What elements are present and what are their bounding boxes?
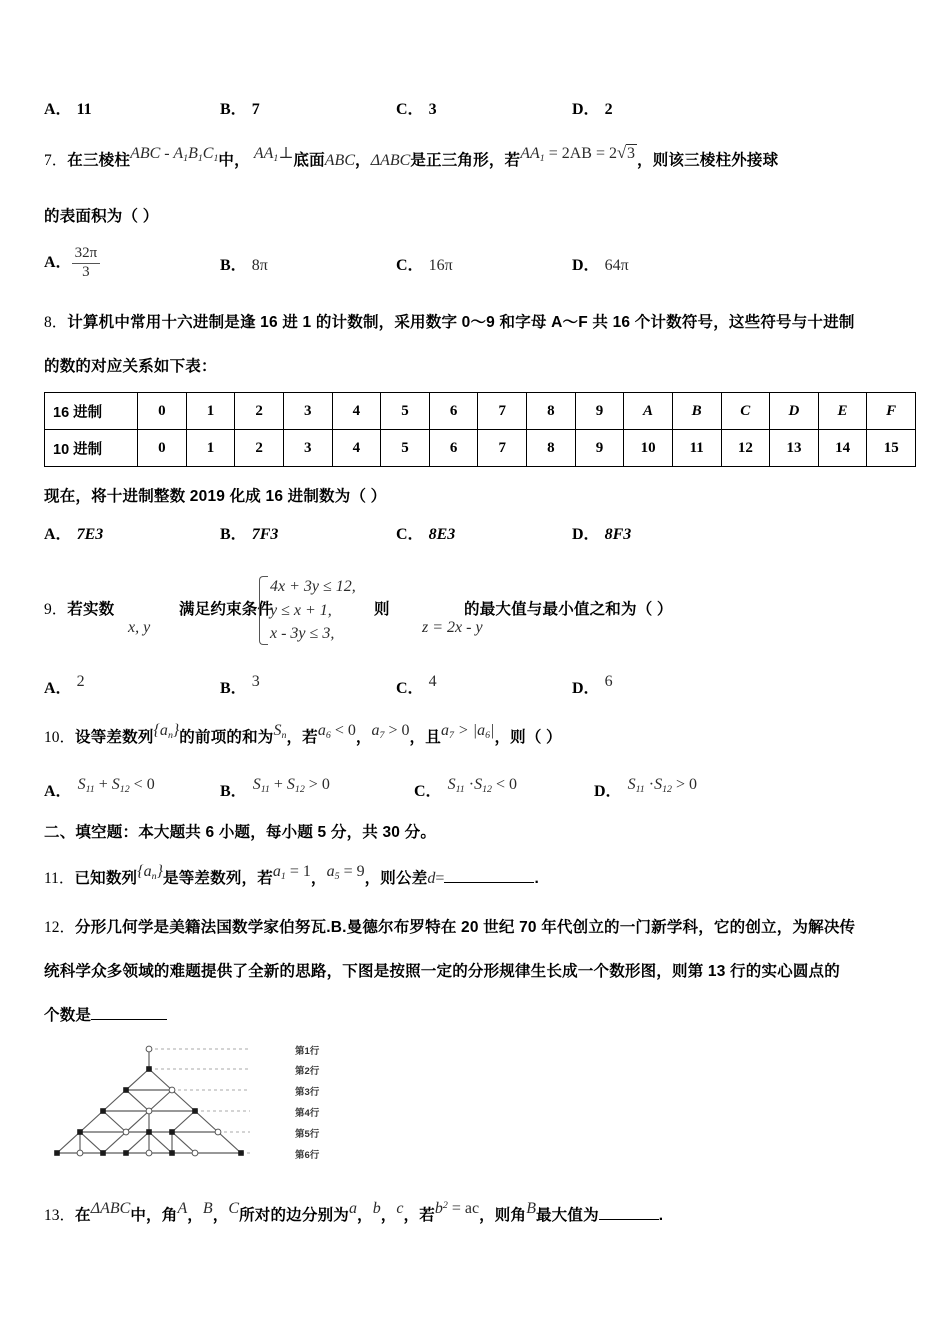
q8-stem-line2: 的数的对应关系如下表：	[44, 358, 217, 375]
q10-comma-2: ，且	[409, 729, 441, 746]
q9-objective-wrap	[422, 619, 483, 637]
hex-decimal-table	[44, 392, 916, 467]
q10-option-c-label: C．	[414, 782, 442, 800]
q6-option-a-value: 11	[76, 101, 92, 118]
q10-option-a-value: $S_{11} + S_{12} < 0$	[77, 775, 155, 795]
dec-cell-9: 9	[575, 430, 624, 467]
q9-variables-wrap	[128, 619, 150, 637]
q10-option-d-value: $S_{11} \cdot S_{12} > 0$	[627, 775, 697, 795]
hex-cell-c: C	[721, 393, 770, 430]
q10-sequence: $\{a_n\}$	[153, 722, 180, 741]
page-content	[44, 0, 916, 1225]
q13-text-6: 最大值为	[535, 1206, 599, 1224]
q10-option-d[interactable]	[594, 775, 697, 802]
q8-option-b[interactable]	[220, 521, 278, 544]
hex-cell-1: 1	[186, 393, 235, 430]
q8-option-d-value: 8F3	[604, 526, 632, 543]
q7-text-5: 则该三棱柱外接球	[652, 152, 779, 169]
q9-option-d-value: 6	[604, 673, 613, 690]
q8-after-table: 现在，将十进制整数 2019 化成 16 进制数为（ ）	[44, 488, 387, 505]
q7-option-c-label: C．	[396, 257, 424, 274]
q9-option-c[interactable]	[396, 675, 437, 698]
q12-stem-line1	[44, 915, 916, 937]
dec-cell-11: 11	[672, 430, 721, 467]
q9-option-b-value: 3	[251, 673, 260, 690]
q10-stem	[44, 722, 916, 748]
q11-sequence: $\{a_n\}$	[137, 862, 164, 882]
question-10	[44, 722, 916, 806]
q13-comma-4: ，	[380, 1206, 397, 1224]
dec-cell-14: 14	[818, 430, 867, 467]
row-label-1: 第1行	[295, 1045, 320, 1057]
q7-option-b[interactable]	[220, 252, 268, 275]
hex-cell-a: A	[624, 393, 673, 430]
q10-option-a[interactable]	[44, 775, 155, 802]
section-2-heading: 二、填空题：本大题共 6 小题，每小题 5 分，共 30 分。	[44, 823, 437, 841]
dec-cell-7: 7	[478, 430, 527, 467]
q7-prism: ABC - $A_1B_1C_1$	[130, 145, 219, 164]
q10-sn: $S_n$	[273, 722, 287, 741]
q8-option-a-value: 7E3	[76, 526, 104, 543]
q9-option-c-label: C．	[396, 680, 424, 697]
q10-option-b-label: B．	[220, 782, 247, 800]
q11-comma: ，	[310, 869, 327, 887]
q10-option-c-value: $S_{11} \cdot S_{12} < 0$	[447, 775, 517, 795]
dec-cell-0: 0	[138, 430, 187, 467]
hex-cell-2: 2	[235, 393, 284, 430]
q12-number: 12．	[44, 918, 76, 936]
question-7	[44, 145, 916, 288]
q7-option-b-value: 8π	[251, 257, 268, 274]
q13-text-4: ，若	[403, 1206, 435, 1224]
q10-text-1: 设等差数列	[75, 729, 154, 746]
q7-stem-line2: 的表面积为（ ）	[44, 208, 159, 225]
q8-number: 8．	[44, 314, 68, 331]
q6-option-c[interactable]	[396, 96, 437, 119]
q12-answer-blank[interactable]	[91, 1019, 167, 1020]
q11-a1: $a_1 = 1$	[272, 862, 311, 882]
q7-perp-symbol: ⊥	[278, 145, 294, 162]
q8-option-c-label: C．	[396, 526, 424, 543]
row-label-4: 第4行	[295, 1107, 320, 1119]
q7-stem-line1	[44, 145, 916, 182]
q9-constraint-3: x - 3y ≤ 3,	[270, 625, 335, 643]
q11-text-2: 是等差数列，若	[163, 869, 273, 887]
q10-option-d-label: D．	[594, 782, 622, 800]
q9-option-c-value: 4	[428, 673, 437, 690]
hex-cell-9: 9	[575, 393, 624, 430]
hex-cell-6: 6	[429, 393, 478, 430]
q9-stem	[44, 597, 114, 619]
q11-a5: $a_5 = 9$	[326, 862, 365, 882]
row-label-5: 第5行	[295, 1128, 320, 1140]
dec-cell-15: 15	[867, 430, 916, 467]
q10-option-b[interactable]	[220, 775, 330, 802]
dec-cell-10: 10	[624, 430, 673, 467]
q12-text-line1: 分形几何学是美籍法国数学家伯努瓦.B.曼德尔布罗特在 20 世纪 70 年代创立的一门新学科，它的创立，为解决传	[75, 918, 856, 936]
table-row-hex	[45, 393, 916, 430]
q8-option-b-label: B．	[220, 526, 247, 543]
q9-option-a-label: A．	[44, 680, 72, 697]
q10-text-2: 的前项的和为	[179, 729, 274, 746]
q7-option-a[interactable]	[44, 246, 100, 281]
q10-option-c[interactable]	[414, 775, 517, 802]
q7-option-a-value: $\frac{32\pi}{3}$	[72, 246, 101, 281]
q13-answer-blank[interactable]	[599, 1219, 659, 1220]
q9-text-1: 若实数	[67, 601, 115, 618]
q7-option-a-label: A．	[44, 253, 72, 271]
q11-equals: =	[435, 869, 445, 887]
dec-cell-13: 13	[770, 430, 819, 467]
q8-stem-line1	[44, 310, 916, 332]
q7-option-d[interactable]	[572, 252, 629, 275]
question-8	[44, 310, 916, 551]
q13-text-2: 中，角	[130, 1206, 178, 1224]
q9-constraint-1: 4x + 3y ≤ 12,	[270, 578, 356, 595]
hex-cell-4: 4	[332, 393, 381, 430]
q10-options-row	[44, 772, 916, 806]
hex-row-header: 16 进制	[45, 393, 138, 430]
q8-option-b-value: 7F3	[251, 526, 279, 543]
q13-angle-b: B	[202, 1199, 213, 1217]
q8-option-d-label: D．	[572, 526, 600, 543]
q12-stem-line2: 统科学众多领域的难题提供了全新的思路，下图是按照一定的分形规律生长成一个数形图，则第 13 行的实心圆点的	[44, 962, 840, 980]
q6-option-d-label: D．	[572, 101, 600, 118]
q10-text-4: ，则（ ）	[494, 729, 562, 746]
q7-aa1: $AA_1$	[253, 145, 279, 164]
hex-cell-5: 5	[381, 393, 430, 430]
q8-option-d[interactable]	[572, 521, 631, 544]
q13-text-3: 所对的边分别为	[239, 1206, 349, 1224]
q10-number: 10．	[44, 729, 76, 746]
hex-cell-e: E	[818, 393, 867, 430]
q8-option-a[interactable]	[44, 521, 103, 544]
q6-option-b-label: B．	[220, 101, 247, 118]
question-12	[44, 915, 916, 1169]
q8-text-line1: 计算机中常用十六进制是逢 16 进 1 的计数制，采用数字 0～9 和字母 A～F 共 16 个计数符号，这些符号与十进制	[67, 314, 855, 331]
fractal-figure	[52, 1037, 916, 1169]
q7-triangle-abc: ΔABC	[370, 152, 411, 169]
q11-d-symbol: d	[427, 869, 436, 887]
q7-option-d-value: 64π	[604, 257, 629, 274]
q13-comma-1: ，	[187, 1206, 203, 1224]
q7-text-4: 是正三角形，若	[410, 152, 521, 169]
hex-cell-0: 0	[138, 393, 187, 430]
q8-option-c-value: 8E3	[428, 526, 456, 543]
q13-text-5: ，则角	[479, 1206, 527, 1224]
q9-text-3: 则	[374, 601, 390, 618]
q7-text-2: 中，	[218, 152, 250, 169]
dec-cell-4: 4	[332, 430, 381, 467]
hex-cell-8: 8	[527, 393, 576, 430]
q11-text-1: 已知数列	[74, 869, 138, 887]
row-label-3: 第3行	[295, 1086, 320, 1098]
q10-comma-1: ，	[355, 729, 372, 746]
q6-option-a[interactable]	[44, 96, 92, 119]
q8-option-a-label: A．	[44, 526, 72, 543]
dec-cell-5: 5	[381, 430, 430, 467]
q9-option-a-value: 2	[76, 673, 85, 690]
q9-text-2: 满足约束条件	[179, 601, 274, 618]
dec-cell-2: 2	[235, 430, 284, 467]
q9-variables: x, y	[128, 619, 151, 636]
q9-option-b[interactable]	[220, 675, 260, 698]
q6-option-b-value: 7	[251, 101, 260, 118]
q7-comma-2: ，	[637, 152, 653, 169]
question-11	[44, 862, 916, 889]
q9-option-b-label: B．	[220, 680, 247, 697]
hex-cell-f: F	[867, 393, 916, 430]
q7-abc: ABC	[324, 152, 355, 169]
question-13	[44, 1199, 916, 1225]
q7-options-row	[44, 240, 916, 288]
q10-option-a-label: A．	[44, 782, 72, 800]
q13-side-a: a	[348, 1199, 357, 1217]
q13-triangle: ΔABC	[90, 1199, 131, 1217]
q13-angle-b-target: B	[526, 1199, 536, 1217]
fractal-edges	[57, 1049, 241, 1153]
q10-condition-1: $a_6 < 0$	[317, 722, 356, 741]
q7-text-1: 在三棱柱	[67, 152, 131, 169]
q9-constraint-system	[259, 575, 356, 646]
q11-number: 11．	[44, 869, 75, 887]
q10-condition-3: $a_7 > |a_6|$	[440, 722, 495, 741]
q7-option-c-value: 16π	[428, 257, 453, 274]
q11-text-3: ，则公差	[364, 869, 428, 887]
q9-objective: z = 2x - y	[422, 619, 483, 636]
q13-side-c: c	[396, 1199, 404, 1217]
hex-cell-3: 3	[283, 393, 332, 430]
q9-text-4: 的最大值与最小值之和为（ ）	[464, 601, 673, 618]
q12-stem-line3	[44, 1003, 916, 1025]
q7-option-c[interactable]	[396, 252, 453, 275]
q6-option-d-value: 2	[604, 101, 613, 118]
q12-text-line3: 个数是	[44, 1006, 92, 1024]
q9-option-d[interactable]	[572, 675, 613, 698]
q10-condition-2: $a_7 > 0$	[371, 722, 410, 741]
q13-comma-2: ，	[212, 1206, 229, 1224]
hex-cell-d: D	[770, 393, 819, 430]
q9-options-row	[44, 669, 916, 705]
q6-options-row	[44, 96, 916, 126]
q7-comma-1: ，	[355, 152, 371, 169]
q9-option-d-label: D．	[572, 680, 600, 697]
leader-lines	[149, 1049, 250, 1153]
hex-cell-b: B	[672, 393, 721, 430]
q6-option-b[interactable]	[220, 96, 260, 119]
row-label-6: 第6行	[295, 1149, 320, 1161]
q7-option-d-label: D．	[572, 257, 600, 274]
table-row-decimal	[45, 430, 916, 467]
q13-angle-a: A	[177, 1199, 188, 1217]
q13-angle-c: C	[228, 1199, 240, 1217]
q13-side-b: b	[372, 1199, 381, 1217]
dec-cell-8: 8	[527, 430, 576, 467]
q13-period: .	[658, 1206, 664, 1224]
q13-text-1: 在	[75, 1206, 91, 1224]
dec-cell-3: 3	[283, 430, 332, 467]
hex-cell-7: 7	[478, 393, 527, 430]
q9-number: 9．	[44, 601, 68, 618]
dec-cell-12: 12	[721, 430, 770, 467]
system-brace	[259, 576, 268, 645]
q10-option-b-value: $S_{11} + S_{12} > 0$	[252, 775, 330, 795]
q13-condition: $b^2$ = ac	[434, 1199, 480, 1217]
q7-text-3: 底面	[293, 152, 325, 169]
q7-number: 7．	[44, 152, 68, 169]
dec-cell-6: 6	[429, 430, 478, 467]
row-label-2: 第2行	[295, 1065, 320, 1077]
q6-option-c-value: 3	[428, 101, 437, 118]
q9-constraint-2: y ≤ x + 1,	[270, 601, 332, 619]
q7-option-b-label: B．	[220, 257, 247, 274]
decimal-row-header: 10 进制	[45, 430, 138, 467]
q11-period: .	[534, 869, 539, 887]
q11-answer-blank[interactable]	[444, 882, 534, 883]
q8-options-row	[44, 521, 916, 551]
q7-condition: $AA_1 = 2AB = 2$ √ 3	[520, 145, 637, 162]
q13-comma-3: ，	[356, 1206, 373, 1224]
q10-text-3: ，若	[286, 729, 318, 746]
q9-option-a[interactable]	[44, 675, 85, 698]
q6-option-c-label: C．	[396, 101, 424, 118]
q6-option-d[interactable]	[572, 96, 613, 119]
question-9	[44, 571, 916, 667]
dec-cell-1: 1	[186, 430, 235, 467]
q13-number: 13．	[44, 1206, 76, 1224]
q8-option-c[interactable]	[396, 521, 455, 544]
q6-option-a-label: A．	[44, 101, 72, 118]
